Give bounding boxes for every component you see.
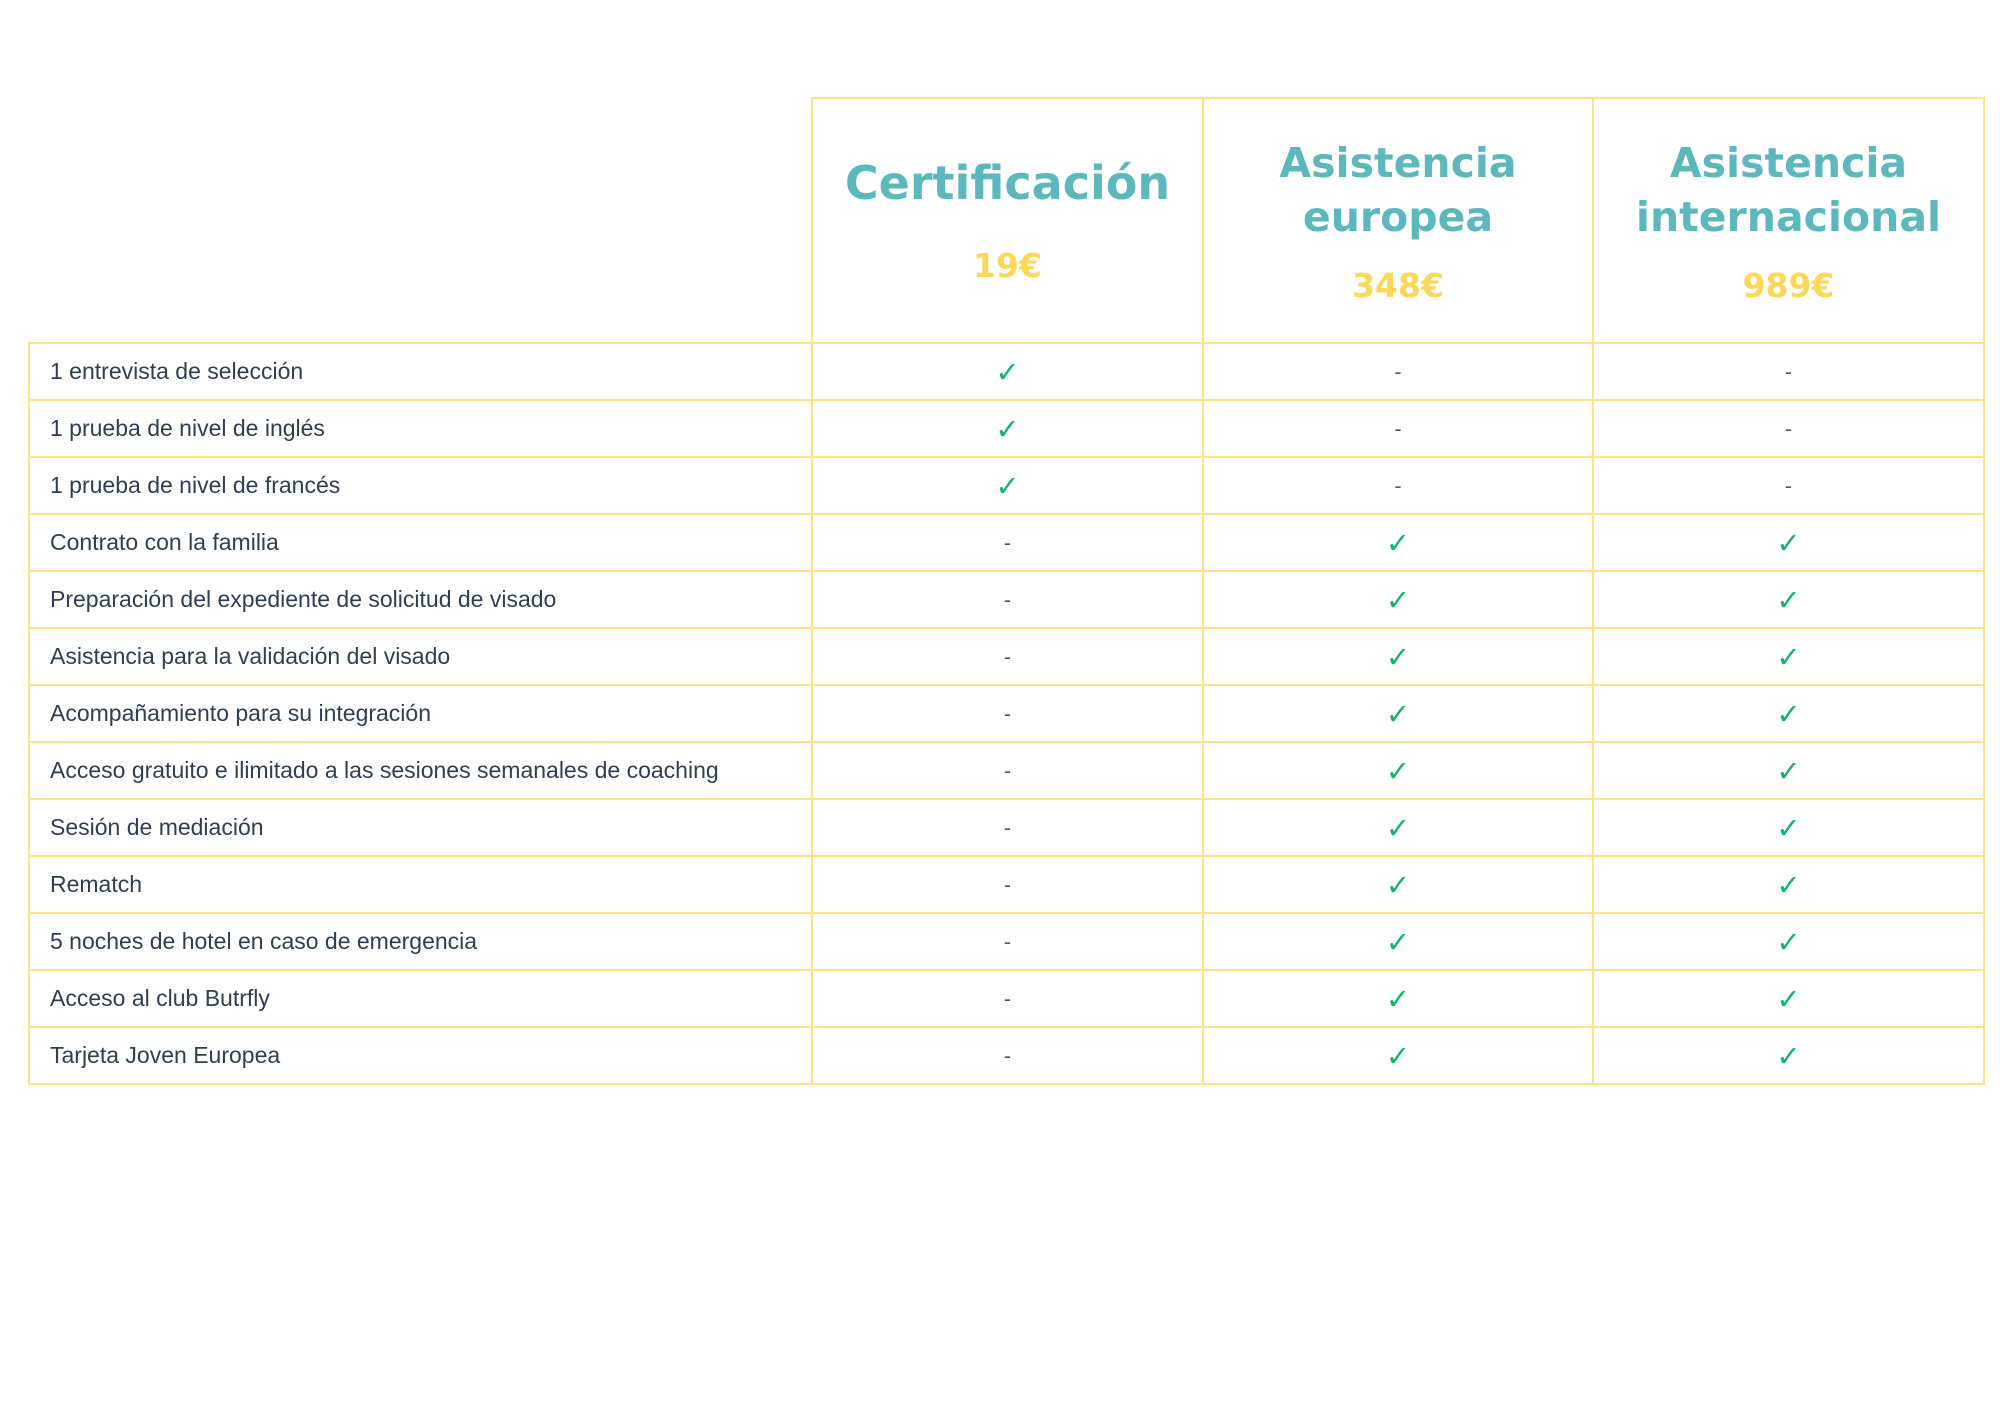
check-icon: ✓ bbox=[1776, 639, 1801, 674]
feature-cell bbox=[812, 457, 1203, 514]
feature-cell bbox=[1593, 799, 1984, 856]
dash-icon: - bbox=[1003, 644, 1012, 669]
feature-cell bbox=[812, 685, 1203, 742]
feature-cell bbox=[1203, 913, 1593, 970]
dash-icon: - bbox=[1003, 929, 1012, 954]
dash-icon: - bbox=[1003, 587, 1012, 612]
feature-cell bbox=[812, 343, 1203, 400]
feature-cell bbox=[1203, 514, 1593, 571]
feature-cell bbox=[812, 913, 1203, 970]
feature-cell bbox=[1593, 1027, 1984, 1084]
feature-cell bbox=[1203, 457, 1593, 514]
check-icon: ✓ bbox=[1385, 810, 1411, 845]
table-row bbox=[29, 571, 1984, 628]
feature-label: Asistencia para la validación del visado bbox=[29, 628, 812, 685]
table-row bbox=[29, 628, 1984, 685]
feature-cell bbox=[1593, 457, 1984, 514]
feature-cell bbox=[812, 400, 1203, 457]
feature-cell bbox=[1203, 628, 1593, 685]
feature-cell bbox=[1593, 856, 1984, 913]
table-row bbox=[29, 685, 1984, 742]
check-icon: ✓ bbox=[1385, 639, 1411, 674]
feature-cell bbox=[1203, 685, 1593, 742]
dash-icon: - bbox=[1003, 815, 1012, 840]
table-row bbox=[29, 1027, 1984, 1084]
feature-label: 1 prueba de nivel de inglés bbox=[29, 400, 812, 457]
check-icon: ✓ bbox=[1776, 753, 1801, 788]
plan-price: 19€ bbox=[973, 246, 1042, 285]
plan-price: 348€ bbox=[1352, 266, 1444, 305]
feature-label: 5 noches de hotel en caso de emergencia bbox=[29, 913, 812, 970]
feature-cell bbox=[1593, 970, 1984, 1027]
check-icon: ✓ bbox=[1776, 810, 1801, 845]
check-icon: ✓ bbox=[1776, 582, 1801, 617]
feature-cell bbox=[1203, 1027, 1593, 1084]
check-icon: ✓ bbox=[1776, 525, 1801, 560]
table-row bbox=[29, 970, 1984, 1027]
check-icon: ✓ bbox=[1385, 981, 1411, 1016]
feature-cell bbox=[1593, 685, 1984, 742]
table-row bbox=[29, 799, 1984, 856]
plan-name: Asistencia europea bbox=[1279, 139, 1517, 241]
feature-cell bbox=[1593, 400, 1984, 457]
feature-cell bbox=[1593, 742, 1984, 799]
plan-header-asistencia-internacional bbox=[1593, 98, 1984, 343]
header-empty-cell bbox=[29, 98, 812, 343]
feature-cell bbox=[1203, 856, 1593, 913]
feature-cell bbox=[1203, 799, 1593, 856]
feature-cell bbox=[1203, 742, 1593, 799]
feature-label: Sesión de mediación bbox=[29, 799, 812, 856]
feature-cell bbox=[812, 1027, 1203, 1084]
feature-label: 1 entrevista de selección bbox=[29, 343, 812, 400]
feature-label: Tarjeta Joven Europea bbox=[29, 1027, 812, 1084]
feature-cell bbox=[1593, 514, 1984, 571]
feature-cell bbox=[812, 970, 1203, 1027]
check-icon: ✓ bbox=[1385, 582, 1411, 617]
feature-cell bbox=[812, 856, 1203, 913]
plan-header-asistencia-europea bbox=[1203, 98, 1593, 343]
feature-label: Acceso al club Butrfly bbox=[29, 970, 812, 1027]
feature-label: Rematch bbox=[29, 856, 812, 913]
table-row bbox=[29, 742, 1984, 799]
dash-icon: - bbox=[1003, 1043, 1012, 1068]
comparison-table bbox=[28, 97, 1985, 1085]
check-icon: ✓ bbox=[1385, 867, 1411, 902]
table-row bbox=[29, 457, 1984, 514]
feature-rows bbox=[29, 343, 1984, 1084]
feature-label: 1 prueba de nivel de francés bbox=[29, 457, 812, 514]
check-icon: ✓ bbox=[995, 354, 1020, 389]
table-row bbox=[29, 913, 1984, 970]
feature-cell bbox=[1203, 571, 1593, 628]
feature-cell bbox=[1203, 400, 1593, 457]
feature-cell bbox=[1593, 913, 1984, 970]
dash-icon: - bbox=[1003, 872, 1012, 897]
feature-cell bbox=[1203, 343, 1593, 400]
dash-icon: - bbox=[1394, 473, 1402, 498]
pricing-comparison-table bbox=[28, 97, 1983, 1085]
feature-cell bbox=[812, 799, 1203, 856]
check-icon: ✓ bbox=[1776, 1038, 1801, 1073]
dash-icon: - bbox=[1394, 359, 1402, 384]
check-icon: ✓ bbox=[995, 411, 1020, 446]
check-icon: ✓ bbox=[1776, 924, 1801, 959]
feature-label: Acceso gratuito e ilimitado a las sesiones semanales de coaching bbox=[29, 742, 812, 799]
table-row bbox=[29, 856, 1984, 913]
table-row bbox=[29, 514, 1984, 571]
check-icon: ✓ bbox=[1385, 753, 1411, 788]
plan-header-row bbox=[29, 98, 1984, 343]
feature-cell bbox=[812, 742, 1203, 799]
feature-label: Contrato con la familia bbox=[29, 514, 812, 571]
dash-icon: - bbox=[1003, 986, 1012, 1011]
table-row bbox=[29, 400, 1984, 457]
plan-header-certificacion bbox=[812, 98, 1203, 343]
check-icon: ✓ bbox=[1385, 696, 1411, 731]
feature-cell bbox=[812, 571, 1203, 628]
check-icon: ✓ bbox=[1776, 696, 1801, 731]
dash-icon: - bbox=[1784, 416, 1793, 441]
check-icon: ✓ bbox=[1385, 1038, 1411, 1073]
table-row bbox=[29, 343, 1984, 400]
check-icon: ✓ bbox=[1385, 924, 1411, 959]
plan-name: Certificación bbox=[844, 156, 1171, 210]
feature-cell bbox=[1593, 343, 1984, 400]
check-icon: ✓ bbox=[995, 468, 1020, 503]
plan-price: 989€ bbox=[1742, 266, 1835, 305]
dash-icon: - bbox=[1784, 473, 1793, 498]
feature-cell bbox=[812, 514, 1203, 571]
dash-icon: - bbox=[1003, 701, 1012, 726]
plan-name: Asistencia internacional bbox=[1635, 139, 1942, 241]
dash-icon: - bbox=[1784, 359, 1793, 384]
check-icon: ✓ bbox=[1776, 867, 1801, 902]
dash-icon: - bbox=[1394, 416, 1402, 441]
check-icon: ✓ bbox=[1385, 525, 1411, 560]
feature-label: Acompañamiento para su integración bbox=[29, 685, 812, 742]
dash-icon: - bbox=[1003, 758, 1012, 783]
check-icon: ✓ bbox=[1776, 981, 1801, 1016]
feature-cell bbox=[812, 628, 1203, 685]
feature-cell bbox=[1593, 628, 1984, 685]
feature-label: Preparación del expediente de solicitud de visado bbox=[29, 571, 812, 628]
dash-icon: - bbox=[1003, 530, 1012, 555]
feature-cell bbox=[1203, 970, 1593, 1027]
feature-cell bbox=[1593, 571, 1984, 628]
